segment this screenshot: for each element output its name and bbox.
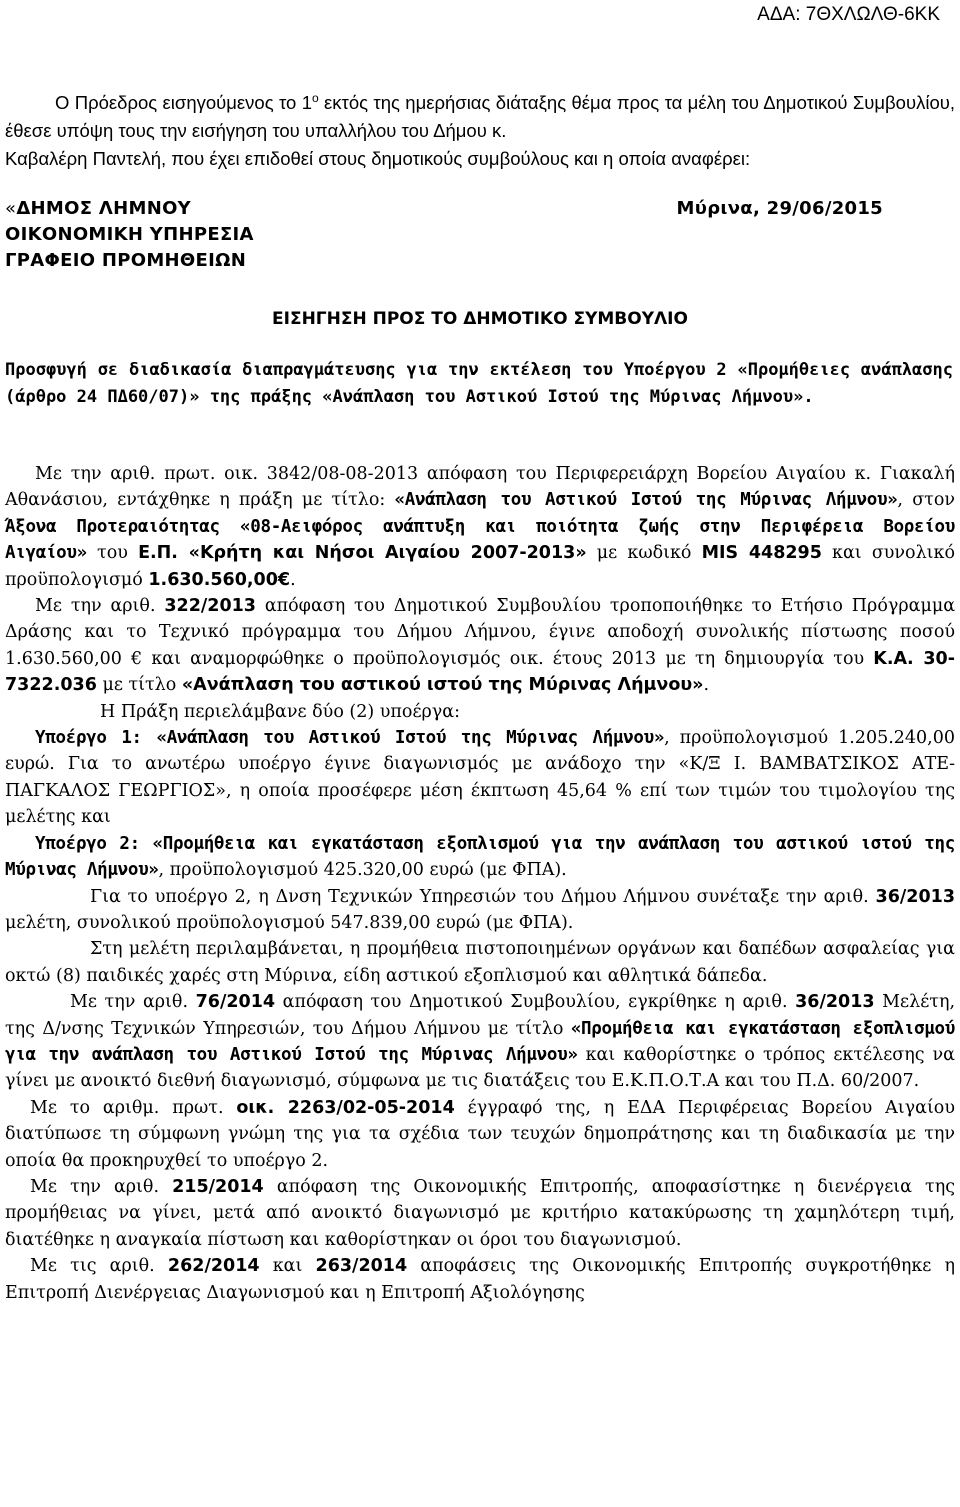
paragraph: Με τις αριθ. 262/2014 και 263/2014 αποφάσεις της Οικονομικής Επιτροπής συγκροτήθηκε η Επιτροπή Διενέργειας Διαγωνισμού και η Επιτροπή Αξιολόγησης [5, 1256, 955, 1303]
paragraph: Για το υποέργο 2, η Δνση Τεχνικών Υπηρεσιών του Δήμου Λήμνου συνέταξε την αριθ. 36/2013 μελέτη, συνολικού προϋπολογισμού 547.839,00 ευρώ (με ΦΠΑ). [5, 886, 955, 933]
paragraph: Με την αριθ. 215/2014 απόφαση της Οικονομικής Επιτροπής, αποφασίστηκε η διενέργεια της προμήθειας να γίνει, μετά από ανοικτό διαγωνισμό με κριτήριο κατακύρωσης τη χαμηλότερη τιμή, διατέθηκε η αναγκαία πίστωση και καθορίστηκαν οι όροι του διαγωνισμού. [5, 1176, 956, 1250]
place-date: Μύρινα, 29/06/2015 [676, 198, 883, 219]
intro-paragraph: Ο Πρόεδρος εισηγούμενος το $1^o$ εκτός της ημερήσιας διάταξης θέμα προς τα μέλη του Δημοτικού Συμβουλίου, έθεσε υπόψη τους την εισήγηση του υπαλλήλου του Δήμου κ. [5, 91, 955, 142]
paragraph: Με την αριθ. 322/2013 απόφαση του Δημοτικού Συμβουλίου τροποποιήθηκε το Ετήσιο Πρόγραμμα Δράσης και το Τεχνικό πρόγραμμα του Δήμου Λήμνου, έγινε αποδοχή συνολικής πίστωσης ποσού 1.630.560,00 € και αναμορφώθηκε ο προϋπολογισμός οικ. έτους 2013 με τη δημιουργία του Κ.Α. 30-7322.036 με τίτλο «Ανάπλαση του αστικού ιστού της Μύρινας Λήμνου». [5, 596, 956, 696]
paragraph: Υποέργο 1: «Ανάπλαση του Αστικού Ιστού της Μύρινας Λήμνου», προϋπολογισμού 1.205.240,00 ευρώ. Για το ανωτέρω υποέργο έγινε διαγωνισμός με ανάδοχο την «Κ/Ξ Ι. ΒΑΜΒΑΤΣΙΚΟΣ ΑΤΕ- ΠΑΓΚΑΛΟΣ ΓΕΩΡΓΙΟΣ», η οποία προσέφερε μέση έκπτωση 45,64 % επί των τιμών του τιμολογίου της μελέτης και [5, 728, 956, 828]
intro-text [5, 84, 955, 173]
paragraph: Με την αριθ. πρωτ. οικ. 3842/08-08-2013 απόφαση του Περιφερειάρχη Βορείου Αιγαίου κ. Γιακαλή Αθανάσιου, εντάχθηκε η πράξη με τίτλο: «Ανάπλαση του Αστικού Ιστού της Μύρινας Λήμνου», στον Άξονα Προτεραιότητας «08-Αειφόρος ανάπτυξη και ποιότητα ζωής στην Περιφέρεια Βορείου Αιγαίου» του Ε.Π. «Κρήτη και Νήσοι Αιγαίου 2007-2013» με κωδικό MIS 448295 και συνολικό προϋπολογισμό 1.630.560,00€. [5, 464, 956, 590]
document-body [5, 461, 955, 1306]
letterhead-department: ΟΙΚΟΝΟΜΙΚΗ ΥΠΗΡΕΣΙΑ [5, 224, 254, 245]
intro-paragraph-end: Καβαλέρη Παντελή, που έχει επιδοθεί στους δημοτικούς συμβούλους και η οποία αναφέρει: [5, 148, 751, 170]
ada-code: ΑΔΑ: 7ΘΧΛΩΛΘ-6ΚΚ [757, 4, 940, 25]
paragraph: Η Πράξη περιελάμβανε δύο (2) υποέργα: [100, 701, 460, 722]
paragraph: Στη μελέτη περιλαμβάνεται, η προμήθεια πιστοποιημένων οργάνων και δαπέδων ασφαλείας για οκτώ (8) παιδικές χαρές στη Μύρινα, είδη αστικού εξοπλισμού και αθλητικά δάπεδα. [5, 939, 955, 986]
document-title: ΕΙΣΗΓΗΣΗ ΠΡΟΣ ΤΟ ΔΗΜΟΤΙΚΟ ΣΥΜΒΟΥΛΙΟ [272, 309, 688, 329]
paragraph: Με την αριθ. 76/2014 απόφαση του Δημοτικού Συμβουλίου, εγκρίθηκε η αριθ. 36/2013 Μελέτη, της Δ/νσης Τεχνικών Υπηρεσιών, του Δήμου Λήμνου με τίτλο «Προμήθεια και εγκατάσταση εξοπλισμού για την ανάπλαση του Αστικού Ιστού της Μύρινας Λήμνου» και καθορίστηκε ο τρόπος εκτέλεσης να γίνει με ανοικτό διεθνή διαγωνισμό, σύμφωνα με τις διατάξεις του Ε.Κ.Π.Ο.Τ.Α και του Π.Δ. 60/2007. [5, 992, 956, 1092]
paragraph: Υποέργο 2: «Προμήθεια και εγκατάσταση εξοπλισμού για την ανάπλαση του αστικού ιστού της Μύρινας Λήμνου», προϋπολογισμού 425.320,00 ευρώ (με ΦΠΑ). [5, 833, 956, 881]
subject: Προσφυγή σε διαδικασία διαπραγμάτευσης για την εκτέλεση του Υποέργου 2 «Προμήθειες ανάπλασης (άρθρο 24 ΠΔ60/07)» της πράξης «Ανάπλαση του Αστικού Ιστού της Μύρινας Λήμνου». [5, 360, 953, 407]
letterhead-org: «ΔΗΜΟΣ ΛΗΜΝΟΥ [5, 198, 192, 219]
letterhead-office: ΓΡΑΦΕΙΟ ΠΡΟΜΗΘΕΙΩΝ [5, 250, 247, 271]
letterhead [5, 196, 955, 274]
paragraph: Με το αριθμ. πρωτ. οικ. 2263/02-05-2014 έγγραφό της, η ΕΔΑ Περιφέρειας Βορείου Αιγαίου διατύπωσε τη σύμφωνη γνώμη της για τα σχέδια των τευχών δημοπράτησης και τη διαδικασία με την οποία θα προκηρυχθεί το υποέργο 2. [5, 1097, 955, 1171]
